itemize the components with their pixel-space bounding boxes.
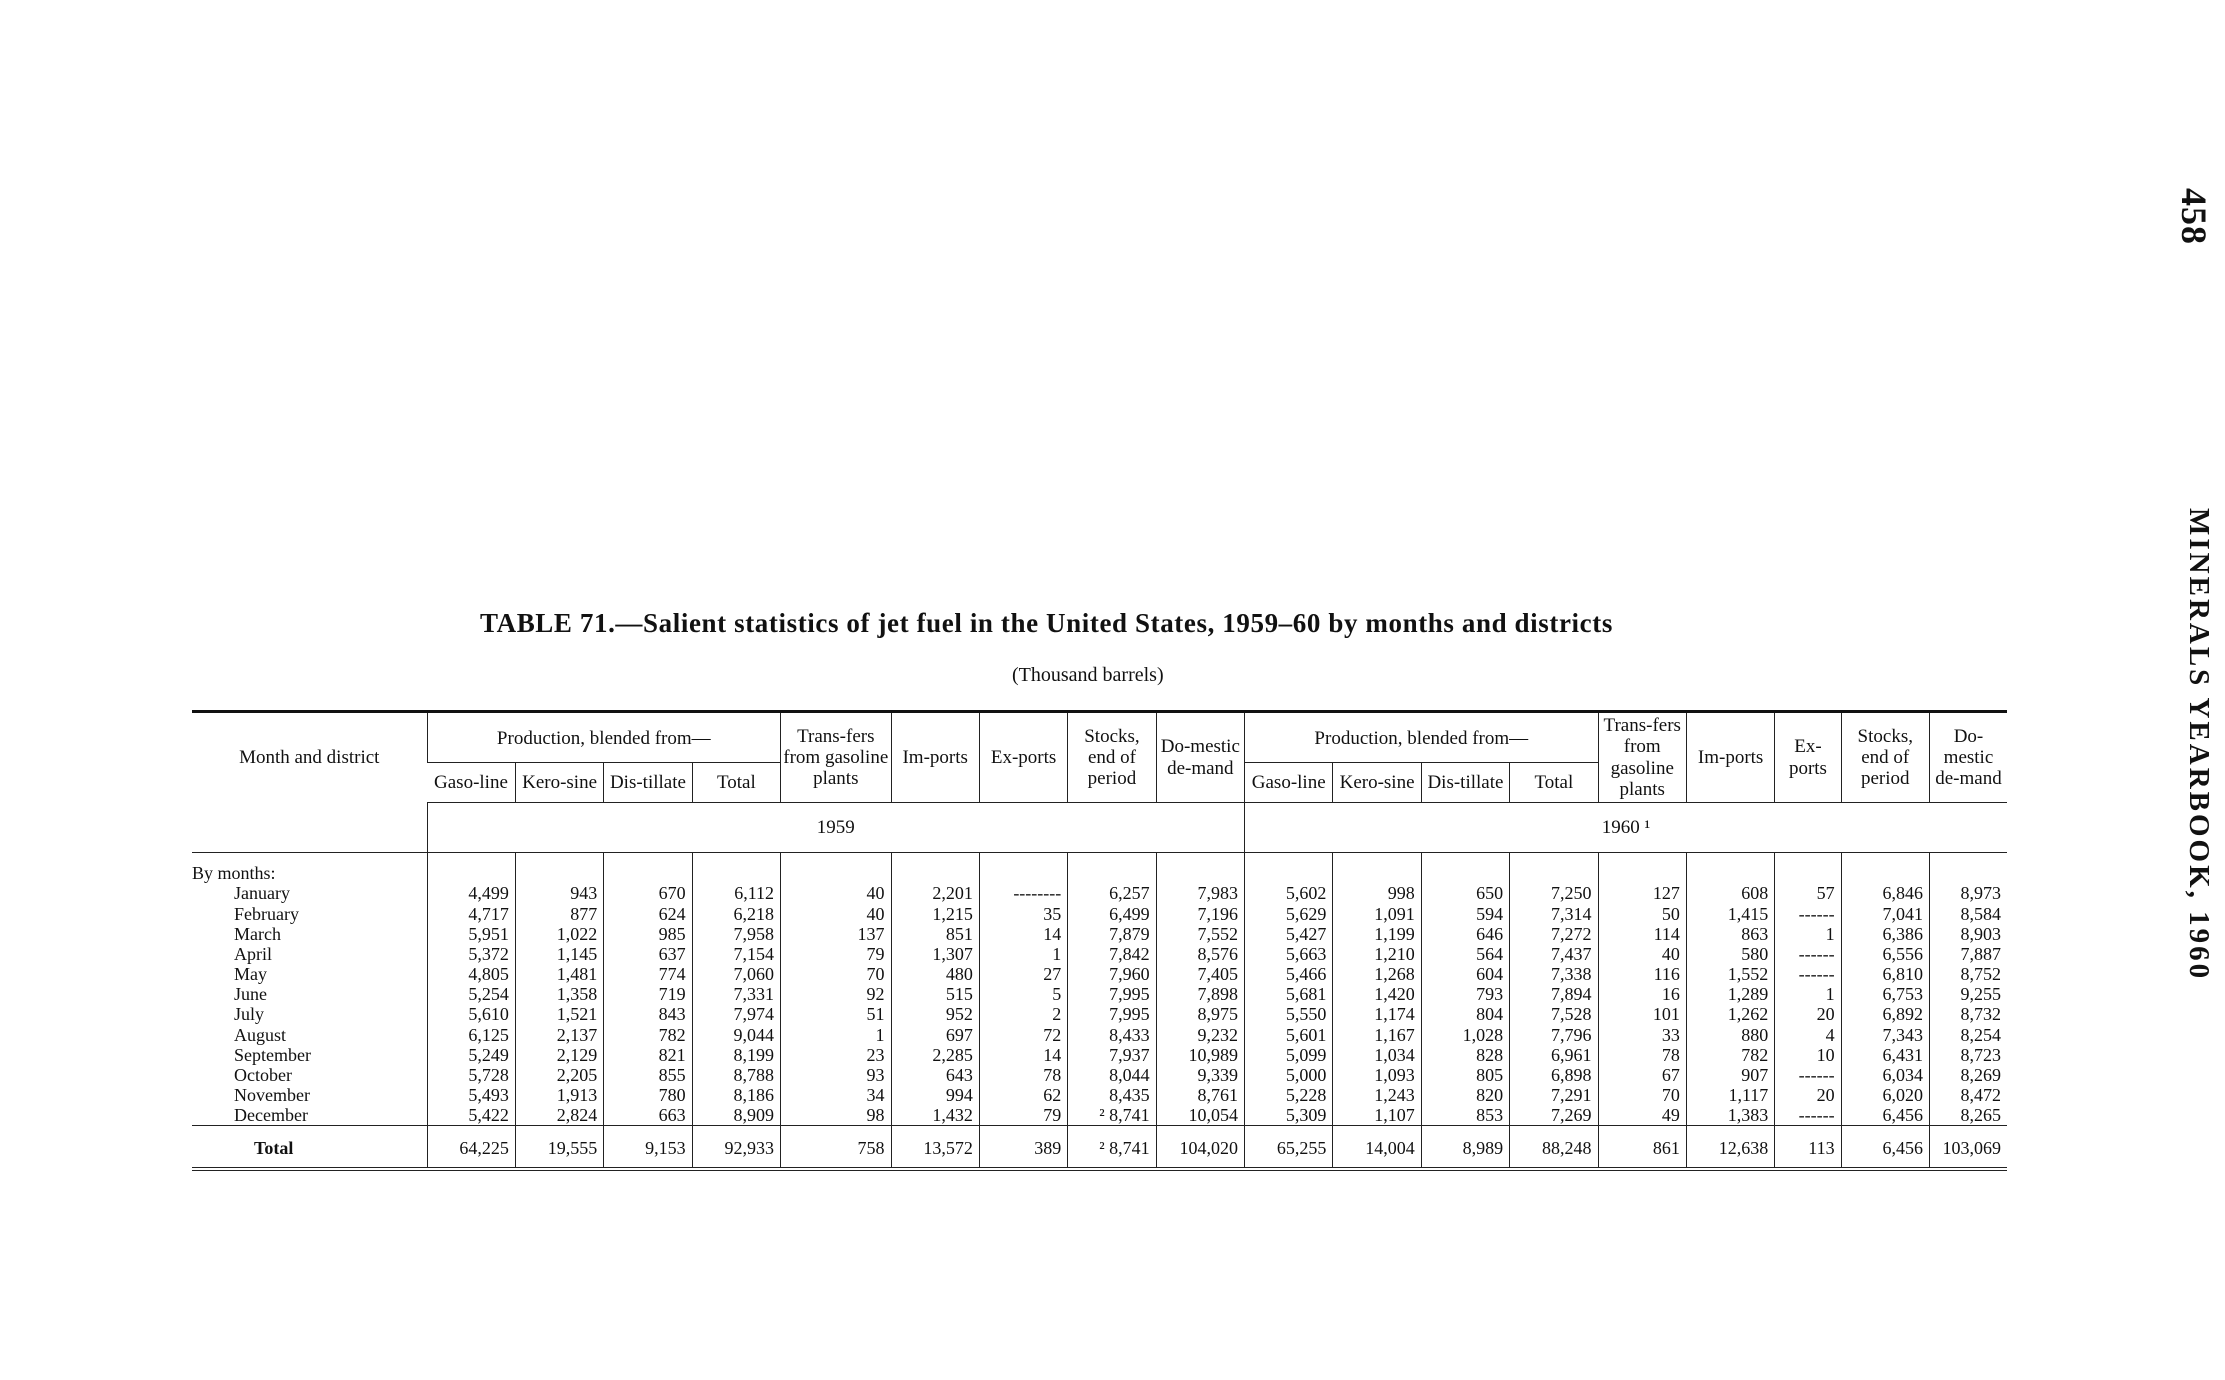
- demand-1960-cell: 7,887: [1929, 944, 2007, 964]
- distillate-1959-cell: 780: [604, 1085, 692, 1105]
- total-1960-cell: 7,291: [1510, 1085, 1598, 1105]
- total-1960-cell: 7,314: [1510, 904, 1598, 924]
- transfers-1960-cell: 127: [1598, 883, 1686, 903]
- stocks-1960-cell: 6,892: [1841, 1004, 1929, 1024]
- distillate-1959-cell: 670: [604, 883, 692, 903]
- kerosine-1960-cell: 1,210: [1333, 944, 1421, 964]
- exports-1960-cell: ------: [1775, 904, 1841, 924]
- total-1960-cell: 7,250: [1510, 883, 1598, 903]
- kerosine-1959-cell: 1,913: [515, 1085, 603, 1105]
- exports-1960-cell: ------: [1775, 964, 1841, 984]
- gasoline-1959-cell: 5,493: [427, 1085, 515, 1105]
- month-label: August: [234, 1024, 287, 1045]
- stocks-1959-cell: 7,842: [1068, 944, 1156, 964]
- stocks-1959-cell: 6,499: [1068, 904, 1156, 924]
- month-label: July: [234, 1004, 265, 1025]
- demand-1959-cell: 7,405: [1156, 964, 1244, 984]
- total-header-1960: Total: [1510, 763, 1598, 803]
- demand-1959-cell: 7,552: [1156, 924, 1244, 944]
- demand-1959-cell: 7,983: [1156, 883, 1244, 903]
- exports-1960-cell: ------: [1775, 1065, 1841, 1085]
- gasoline-1960-cell: 65,255: [1245, 1126, 1333, 1169]
- imports-1960-cell: 580: [1686, 944, 1774, 964]
- kerosine-1959-cell: 2,129: [515, 1045, 603, 1065]
- table-row: [192, 1085, 2007, 1105]
- distillate-1959-cell: 637: [604, 944, 692, 964]
- gasoline-1959-cell: 5,372: [427, 944, 515, 964]
- kerosine-1960-cell: 14,004: [1333, 1126, 1421, 1169]
- stocks-1960-cell: 6,456: [1841, 1126, 1929, 1169]
- transfers-1959-cell: 23: [781, 1045, 891, 1065]
- demand-1959-cell: 10,989: [1156, 1045, 1244, 1065]
- imports-1959-cell: 1,307: [891, 944, 979, 964]
- table-title: TABLE 71.—Salient statistics of jet fuel in the United States, 1959–60 by months and districts: [480, 608, 1613, 638]
- demand-1960-cell: 103,069: [1929, 1126, 2007, 1169]
- demand-1959-cell: 8,576: [1156, 944, 1244, 964]
- month-label: September: [234, 1044, 311, 1065]
- demand-1959-cell: 9,232: [1156, 1025, 1244, 1045]
- gasoline-1960-cell: 5,663: [1245, 944, 1333, 964]
- kerosine-1959-cell: 1,521: [515, 1004, 603, 1024]
- transfers-1960-cell: 67: [1598, 1065, 1686, 1085]
- total-1960-cell: 7,269: [1510, 1105, 1598, 1126]
- kerosine-1960-cell: 1,199: [1333, 924, 1421, 944]
- demand-1960-cell: 8,723: [1929, 1045, 2007, 1065]
- distillate-1960-cell: 8,989: [1421, 1126, 1509, 1169]
- kerosine-1959-cell: 2,137: [515, 1025, 603, 1045]
- running-title: MINERALS YEARBOOK, 1960: [2183, 508, 2215, 982]
- demand-1959-cell: 7,898: [1156, 984, 1244, 1004]
- distillate-1959-cell: 985: [604, 924, 692, 944]
- transfers-1960-cell: 40: [1598, 944, 1686, 964]
- total-1959-cell: 92,933: [692, 1126, 780, 1169]
- gasoline-1960-cell: 5,550: [1245, 1004, 1333, 1024]
- kerosine-1960-cell: 1,091: [1333, 904, 1421, 924]
- stocks-1959-cell: 7,937: [1068, 1045, 1156, 1065]
- total-1959-cell: 6,112: [692, 883, 780, 903]
- total-label: Total: [192, 1126, 427, 1169]
- exports-1959-cell: 2: [979, 1004, 1067, 1024]
- running-header: [2145, 10, 2225, 1010]
- transfers-1960-cell: 16: [1598, 984, 1686, 1004]
- gasoline-1959-cell: 5,254: [427, 984, 515, 1004]
- transfers-1960-cell: 33: [1598, 1025, 1686, 1045]
- exports-1960-cell: 4: [1775, 1025, 1841, 1045]
- month-label: January: [234, 883, 290, 904]
- stocks-1960-cell: 6,810: [1841, 964, 1929, 984]
- imports-header-1959: Im-ports: [891, 712, 979, 803]
- imports-1959-cell: 643: [891, 1065, 979, 1085]
- month-label: November: [234, 1085, 310, 1106]
- distillate-1959-cell: 624: [604, 904, 692, 924]
- table-row: [192, 1045, 2007, 1065]
- kerosine-1959-cell: 19,555: [515, 1126, 603, 1169]
- gasoline-1960-cell: 5,099: [1245, 1045, 1333, 1065]
- distillate-1959-cell: 782: [604, 1025, 692, 1045]
- distillate-1960-cell: 805: [1421, 1065, 1509, 1085]
- transfers-1960-cell: 78: [1598, 1045, 1686, 1065]
- exports-1959-cell: 62: [979, 1085, 1067, 1105]
- gasoline-1959-cell: 64,225: [427, 1126, 515, 1169]
- imports-1959-cell: 851: [891, 924, 979, 944]
- transfers-1959-cell: 51: [781, 1004, 891, 1024]
- exports-1959-cell: 389: [979, 1126, 1067, 1169]
- stocks-1959-cell: 7,995: [1068, 1004, 1156, 1024]
- production-group-header-1960: Production, blended from—: [1245, 712, 1599, 763]
- demand-1960-cell: 8,472: [1929, 1085, 2007, 1105]
- imports-1959-cell: 994: [891, 1085, 979, 1105]
- distillate-1960-cell: 1,028: [1421, 1025, 1509, 1045]
- gasoline-1959-cell: 5,610: [427, 1004, 515, 1024]
- stocks-1960-cell: 6,020: [1841, 1085, 1929, 1105]
- distillate-1960-cell: 820: [1421, 1085, 1509, 1105]
- imports-1959-cell: 515: [891, 984, 979, 1004]
- total-1960-cell: 6,961: [1510, 1045, 1598, 1065]
- exports-1959-cell: 5: [979, 984, 1067, 1004]
- transfers-1960-cell: 116: [1598, 964, 1686, 984]
- gasoline-1960-cell: 5,601: [1245, 1025, 1333, 1045]
- total-1960-cell: 7,338: [1510, 964, 1598, 984]
- total-1960-cell: 7,272: [1510, 924, 1598, 944]
- year-row-stub: [192, 803, 427, 853]
- demand-1960-cell: 8,752: [1929, 964, 2007, 984]
- total-header-1959: Total: [692, 763, 780, 803]
- total-row: [192, 1126, 2007, 1169]
- table-row: [192, 984, 2007, 1004]
- table-subtitle: (Thousand barrels): [1012, 664, 1164, 686]
- table-row: [192, 1065, 2007, 1085]
- demand-1960-cell: 8,732: [1929, 1004, 2007, 1024]
- imports-1959-cell: 2,201: [891, 883, 979, 903]
- gasoline-1960-cell: 5,629: [1245, 904, 1333, 924]
- gasoline-1959-cell: 5,728: [427, 1065, 515, 1085]
- stocks-1959-cell: 7,960: [1068, 964, 1156, 984]
- transfers-1959-cell: 758: [781, 1126, 891, 1169]
- transfers-1959-cell: 40: [781, 883, 891, 903]
- imports-1960-cell: 12,638: [1686, 1126, 1774, 1169]
- kerosine-1960-cell: 1,420: [1333, 984, 1421, 1004]
- gasoline-1960-cell: 5,427: [1245, 924, 1333, 944]
- gasoline-1959-cell: 5,422: [427, 1105, 515, 1126]
- demand-header-1960: Do-mestic de-mand: [1929, 712, 2007, 803]
- exports-1960-cell: 20: [1775, 1085, 1841, 1105]
- imports-1960-cell: 1,415: [1686, 904, 1774, 924]
- gasoline-1960-cell: 5,466: [1245, 964, 1333, 984]
- kerosine-1959-cell: 1,358: [515, 984, 603, 1004]
- imports-1960-cell: 863: [1686, 924, 1774, 944]
- transfers-1959-cell: 93: [781, 1065, 891, 1085]
- kerosine-1960-cell: 1,174: [1333, 1004, 1421, 1024]
- exports-1959-cell: 14: [979, 924, 1067, 944]
- exports-1960-cell: ------: [1775, 1105, 1841, 1126]
- distillate-1959-cell: 774: [604, 964, 692, 984]
- distillate-header-1960: Dis-tillate: [1421, 763, 1509, 803]
- exports-1960-cell: ------: [1775, 944, 1841, 964]
- total-1960-cell: 88,248: [1510, 1126, 1598, 1169]
- total-1959-cell: 8,788: [692, 1065, 780, 1085]
- total-1959-cell: 7,154: [692, 944, 780, 964]
- statistics-table-container: [192, 710, 2007, 1171]
- kerosine-1960-cell: 1,268: [1333, 964, 1421, 984]
- demand-1959-cell: 10,054: [1156, 1105, 1244, 1126]
- kerosine-1959-cell: 877: [515, 904, 603, 924]
- imports-1960-cell: 1,262: [1686, 1004, 1774, 1024]
- kerosine-1959-cell: 2,824: [515, 1105, 603, 1126]
- stocks-1959-cell: 7,879: [1068, 924, 1156, 944]
- demand-1960-cell: 8,973: [1929, 883, 2007, 903]
- kerosine-1959-cell: 1,145: [515, 944, 603, 964]
- gasoline-1960-cell: 5,309: [1245, 1105, 1333, 1126]
- demand-1959-cell: 9,339: [1156, 1065, 1244, 1085]
- distillate-1960-cell: 828: [1421, 1045, 1509, 1065]
- table-row: [192, 924, 2007, 944]
- year-header-1959: 1959: [427, 803, 1245, 853]
- kerosine-1959-cell: 1,022: [515, 924, 603, 944]
- exports-1959-cell: 72: [979, 1025, 1067, 1045]
- total-1959-cell: 8,199: [692, 1045, 780, 1065]
- imports-1959-cell: 2,285: [891, 1045, 979, 1065]
- exports-1960-cell: 10: [1775, 1045, 1841, 1065]
- exports-1960-cell: 113: [1775, 1126, 1841, 1169]
- imports-1960-cell: 1,552: [1686, 964, 1774, 984]
- imports-1960-cell: 907: [1686, 1065, 1774, 1085]
- imports-1960-cell: 1,383: [1686, 1105, 1774, 1126]
- kerosine-header-1959: Kero-sine: [515, 763, 603, 803]
- stocks-header-1960: Stocks, end of period: [1841, 712, 1929, 803]
- total-1960-cell: 7,528: [1510, 1004, 1598, 1024]
- transfers-1959-cell: 40: [781, 904, 891, 924]
- stocks-1960-cell: 6,431: [1841, 1045, 1929, 1065]
- gasoline-1959-cell: 4,805: [427, 964, 515, 984]
- transfers-header-1960: Trans-fers from gasoline plants: [1598, 712, 1686, 803]
- month-label: October: [234, 1064, 292, 1085]
- total-1960-cell: 6,898: [1510, 1065, 1598, 1085]
- jet-fuel-statistics-table: [192, 710, 2007, 1171]
- total-1959-cell: 8,909: [692, 1105, 780, 1126]
- transfers-1959-cell: 137: [781, 924, 891, 944]
- imports-1960-cell: 1,289: [1686, 984, 1774, 1004]
- exports-1959-cell: 79: [979, 1105, 1067, 1126]
- exports-1960-cell: 57: [1775, 883, 1841, 903]
- section-row: [192, 853, 2007, 884]
- distillate-1959-cell: 719: [604, 984, 692, 1004]
- month-label: December: [234, 1105, 308, 1126]
- kerosine-1959-cell: 1,481: [515, 964, 603, 984]
- stub-header: Month and district: [192, 712, 427, 803]
- transfers-1960-cell: 114: [1598, 924, 1686, 944]
- stocks-1959-cell: 8,433: [1068, 1025, 1156, 1045]
- transfers-1960-cell: 70: [1598, 1085, 1686, 1105]
- transfers-1960-cell: 101: [1598, 1004, 1686, 1024]
- stocks-1959-cell: 6,257: [1068, 883, 1156, 903]
- table-row: [192, 1004, 2007, 1024]
- transfers-1960-cell: 49: [1598, 1105, 1686, 1126]
- table-row: [192, 904, 2007, 924]
- month-label: May: [234, 964, 267, 985]
- imports-1959-cell: 697: [891, 1025, 979, 1045]
- distillate-1959-cell: 843: [604, 1004, 692, 1024]
- exports-1959-cell: 1: [979, 944, 1067, 964]
- stocks-1960-cell: 6,034: [1841, 1065, 1929, 1085]
- exports-1959-cell: 35: [979, 904, 1067, 924]
- distillate-1959-cell: 663: [604, 1105, 692, 1126]
- page-number: 458: [2174, 188, 2214, 245]
- kerosine-1960-cell: 1,167: [1333, 1025, 1421, 1045]
- distillate-1960-cell: 604: [1421, 964, 1509, 984]
- gasoline-1959-cell: 4,499: [427, 883, 515, 903]
- gasoline-1959-cell: 5,249: [427, 1045, 515, 1065]
- distillate-1959-cell: 821: [604, 1045, 692, 1065]
- transfers-1959-cell: 70: [781, 964, 891, 984]
- gasoline-1960-cell: 5,602: [1245, 883, 1333, 903]
- stocks-1959-cell: ² 8,741: [1068, 1126, 1156, 1169]
- distillate-1960-cell: 804: [1421, 1004, 1509, 1024]
- exports-1959-cell: 27: [979, 964, 1067, 984]
- gasoline-1959-cell: 6,125: [427, 1025, 515, 1045]
- stocks-header-1959: Stocks, end of period: [1068, 712, 1156, 803]
- transfers-1959-cell: 98: [781, 1105, 891, 1126]
- table-body: [192, 853, 2007, 1169]
- gasoline-1960-cell: 5,681: [1245, 984, 1333, 1004]
- distillate-header-1959: Dis-tillate: [604, 763, 692, 803]
- imports-1960-cell: 608: [1686, 883, 1774, 903]
- distillate-1960-cell: 594: [1421, 904, 1509, 924]
- table-row: [192, 1025, 2007, 1045]
- stocks-1960-cell: 7,041: [1841, 904, 1929, 924]
- month-label: June: [234, 984, 267, 1005]
- month-label: February: [234, 903, 299, 924]
- transfers-1960-cell: 861: [1598, 1126, 1686, 1169]
- gasoline-1959-cell: 4,717: [427, 904, 515, 924]
- imports-1959-cell: 13,572: [891, 1126, 979, 1169]
- stocks-1960-cell: 6,753: [1841, 984, 1929, 1004]
- stocks-1960-cell: 6,386: [1841, 924, 1929, 944]
- distillate-1960-cell: 564: [1421, 944, 1509, 964]
- kerosine-1960-cell: 1,107: [1333, 1105, 1421, 1126]
- table-row: [192, 1105, 2007, 1126]
- stocks-1960-cell: 7,343: [1841, 1025, 1929, 1045]
- distillate-1959-cell: 855: [604, 1065, 692, 1085]
- total-1959-cell: 6,218: [692, 904, 780, 924]
- stocks-1960-cell: 6,456: [1841, 1105, 1929, 1126]
- demand-1960-cell: 8,269: [1929, 1065, 2007, 1085]
- demand-1960-cell: 8,584: [1929, 904, 2007, 924]
- imports-1960-cell: 880: [1686, 1025, 1774, 1045]
- kerosine-1959-cell: 943: [515, 883, 603, 903]
- section-label: By months:: [192, 863, 276, 884]
- exports-1960-cell: 1: [1775, 984, 1841, 1004]
- total-1959-cell: 8,186: [692, 1085, 780, 1105]
- kerosine-1960-cell: 1,034: [1333, 1045, 1421, 1065]
- production-group-header-1959: Production, blended from—: [427, 712, 781, 763]
- imports-1960-cell: 1,117: [1686, 1085, 1774, 1105]
- imports-1959-cell: 1,215: [891, 904, 979, 924]
- kerosine-1960-cell: 998: [1333, 883, 1421, 903]
- stocks-1959-cell: 8,044: [1068, 1065, 1156, 1085]
- demand-1959-cell: 8,975: [1156, 1004, 1244, 1024]
- total-1959-cell: 7,974: [692, 1004, 780, 1024]
- total-1959-cell: 7,060: [692, 964, 780, 984]
- demand-1960-cell: 8,254: [1929, 1025, 2007, 1045]
- total-1960-cell: 7,437: [1510, 944, 1598, 964]
- distillate-1959-cell: 9,153: [604, 1126, 692, 1169]
- demand-1960-cell: 8,903: [1929, 924, 2007, 944]
- gasoline-header-1959: Gaso-line: [427, 763, 515, 803]
- transfers-1959-cell: 1: [781, 1025, 891, 1045]
- gasoline-1959-cell: 5,951: [427, 924, 515, 944]
- distillate-1960-cell: 650: [1421, 883, 1509, 903]
- table-row: [192, 883, 2007, 903]
- gasoline-1960-cell: 5,228: [1245, 1085, 1333, 1105]
- stocks-1959-cell: 8,435: [1068, 1085, 1156, 1105]
- total-1959-cell: 9,044: [692, 1025, 780, 1045]
- stocks-1959-cell: 7,995: [1068, 984, 1156, 1004]
- transfers-1959-cell: 92: [781, 984, 891, 1004]
- month-label: March: [234, 923, 281, 944]
- demand-1959-cell: 7,196: [1156, 904, 1244, 924]
- exports-1959-cell: --------: [979, 883, 1067, 903]
- transfers-1959-cell: 79: [781, 944, 891, 964]
- exports-1960-cell: 1: [1775, 924, 1841, 944]
- kerosine-1960-cell: 1,243: [1333, 1085, 1421, 1105]
- demand-1960-cell: 9,255: [1929, 984, 2007, 1004]
- table-row: [192, 944, 2007, 964]
- kerosine-1960-cell: 1,093: [1333, 1065, 1421, 1085]
- exports-1959-cell: 78: [979, 1065, 1067, 1085]
- total-1959-cell: 7,958: [692, 924, 780, 944]
- imports-1960-cell: 782: [1686, 1045, 1774, 1065]
- imports-1959-cell: 952: [891, 1004, 979, 1024]
- kerosine-header-1960: Kero-sine: [1333, 763, 1421, 803]
- stocks-1960-cell: 6,556: [1841, 944, 1929, 964]
- stocks-1960-cell: 6,846: [1841, 883, 1929, 903]
- total-1960-cell: 7,894: [1510, 984, 1598, 1004]
- imports-1959-cell: 480: [891, 964, 979, 984]
- transfers-1960-cell: 50: [1598, 904, 1686, 924]
- kerosine-1959-cell: 2,205: [515, 1065, 603, 1085]
- imports-1959-cell: 1,432: [891, 1105, 979, 1126]
- imports-header-1960: Im-ports: [1686, 712, 1774, 803]
- year-header-1960: 1960 ¹: [1245, 803, 2007, 853]
- exports-header-1959: Ex-ports: [979, 712, 1067, 803]
- distillate-1960-cell: 646: [1421, 924, 1509, 944]
- exports-1960-cell: 20: [1775, 1004, 1841, 1024]
- gasoline-header-1960: Gaso-line: [1245, 763, 1333, 803]
- demand-1960-cell: 8,265: [1929, 1105, 2007, 1126]
- exports-1959-cell: 14: [979, 1045, 1067, 1065]
- total-1960-cell: 7,796: [1510, 1025, 1598, 1045]
- distillate-1960-cell: 853: [1421, 1105, 1509, 1126]
- transfers-header-1959: Trans-fers from gasoline plants: [781, 712, 891, 803]
- total-1959-cell: 7,331: [692, 984, 780, 1004]
- exports-header-1960: Ex-ports: [1775, 712, 1841, 803]
- table-row: [192, 964, 2007, 984]
- stocks-1959-cell: ² 8,741: [1068, 1105, 1156, 1126]
- distillate-1960-cell: 793: [1421, 984, 1509, 1004]
- transfers-1959-cell: 34: [781, 1085, 891, 1105]
- demand-1959-cell: 8,761: [1156, 1085, 1244, 1105]
- demand-1959-cell: 104,020: [1156, 1126, 1244, 1169]
- demand-header-1959: Do-mestic de-mand: [1156, 712, 1244, 803]
- gasoline-1960-cell: 5,000: [1245, 1065, 1333, 1085]
- month-label: April: [234, 943, 272, 964]
